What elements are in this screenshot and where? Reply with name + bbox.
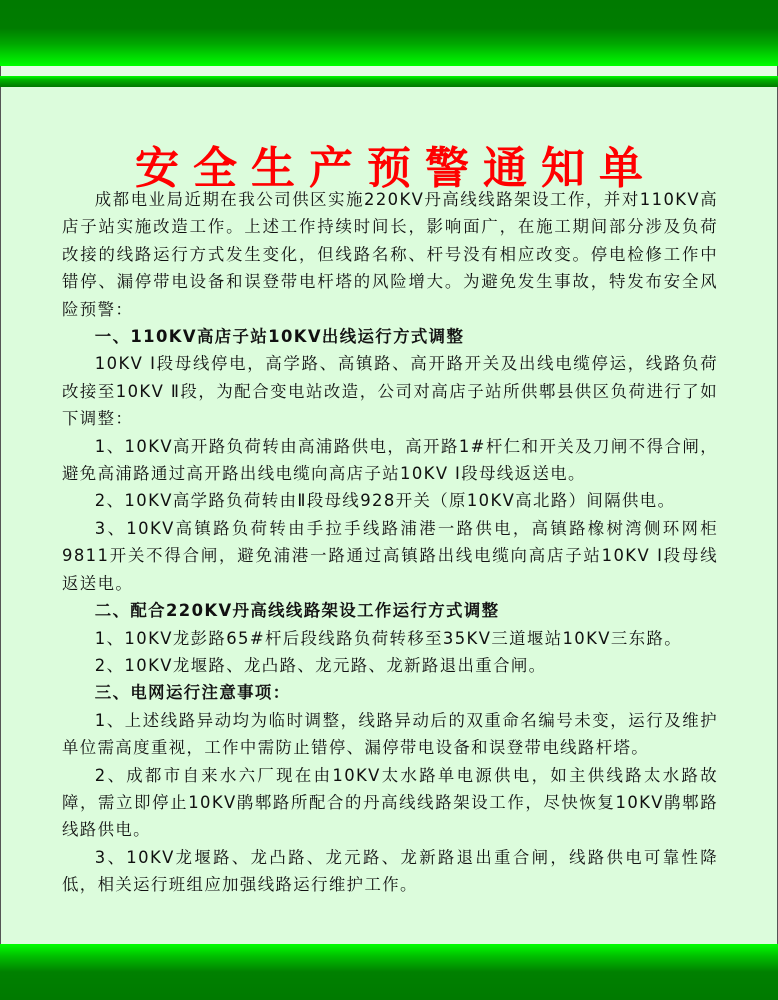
section-3-item-2: 2、成都市自来水六厂现在由10KV太水路单电源供电，如主供线路太水路故障，需立即停止10KV鹃郫路所配合的丹高线线路架设工作，尽快恢复10KV鹃郫路线路供电。 [62, 765, 718, 840]
section-1-heading: 一、110KV高店子站10KV出线运行方式调整 [94, 327, 465, 347]
section-2-heading: 二、配合220KV丹高线线路架设工作运行方式调整 [94, 601, 500, 621]
section-1-item-3: 3、10KV高镇路负荷转由手拉手线路浦港一路供电，高镇路橡树湾侧环网柜9811开关不得合闸，避免浦港一路通过高镇路出线电缆向高店子站10KV Ⅰ段母线返送电。 [62, 518, 718, 593]
top-green-stripe [0, 76, 778, 87]
top-light-strip [0, 66, 778, 76]
section-3-item-3: 3、10KV龙堰路、龙凸路、龙元路、龙新路退出重合闸，线路供电可靠性降低，相关运行班组应加强线路运行维护工作。 [62, 847, 718, 895]
section-1-item-1: 1、10KV高开路负荷转由高浦路供电，高开路1#杆仁和开关及刀闸不得合闸，避免高浦路通过高开路出线电缆向高店子站10KV Ⅰ段母线返送电。 [62, 436, 718, 484]
section-3-item-1: 1、上述线路异动均为临时调整，线路异动后的双重命名编号未变，运行及维护单位需高度重视，工作中需防止错停、漏停带电设备和误登带电线路杆塔。 [62, 710, 718, 758]
section-2-item-1: 1、10KV龙彭路65#杆后段线路负荷转移至35KV三道堰站10KV三东路。 [94, 628, 683, 648]
notice-title: 安全生产预警通知单 [135, 143, 657, 195]
section-2-item-2: 2、10KV龙堰路、龙凸路、龙元路、龙新路退出重合闸。 [94, 655, 547, 675]
intro-paragraph: 成都电业局近期在我公司供区实施220KV丹高线线路架设工作，并对110KV高店子站实施改造工作。上述工作持续时间长，影响面广，在施工期间部分涉及负荷改接的线路运行方式发生变化，但线路名称、杆号没有相应改变。停电检修工作中错停、漏停带电设备和误登带电杆塔的风险增大。为避免发生事故，特发布安全风险预警： [62, 190, 718, 319]
section-1-item-2: 2、10KV高学路负荷转由Ⅱ段母线928开关（原10KV高北路）间隔供电。 [94, 491, 676, 511]
section-3-heading: 三、电网运行注意事项： [94, 683, 291, 703]
bottom-green-band [0, 944, 778, 1000]
section-1-paragraph: 10KV Ⅰ段母线停电，高学路、高镇路、高开路开关及出线电缆停运，线路负荷改接至10KV Ⅱ段，为配合变电站改造，公司对高店子站所供郫县供区负荷进行了如下调整： [62, 354, 718, 429]
notice-body [62, 186, 718, 899]
top-green-band [0, 0, 778, 66]
